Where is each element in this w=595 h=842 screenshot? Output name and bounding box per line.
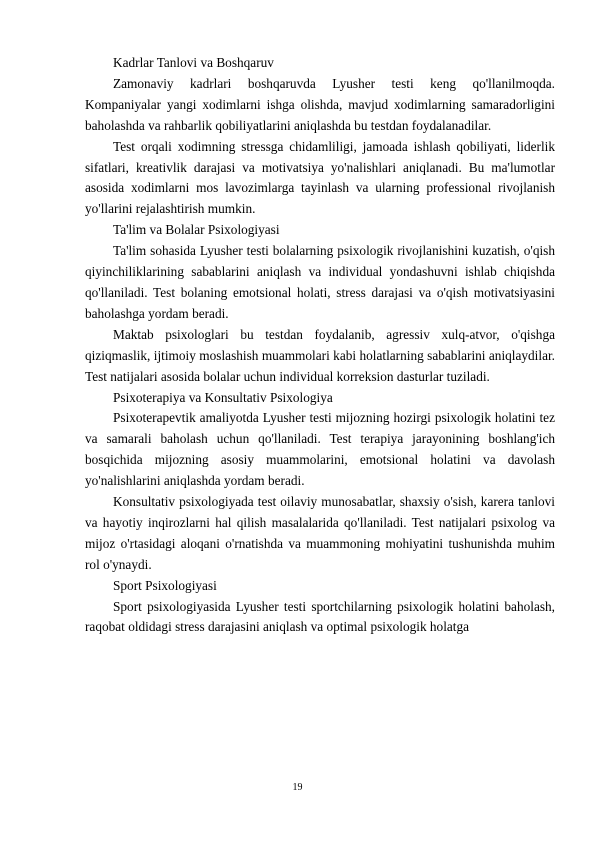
section-heading-sport: Sport Psixologiyasi bbox=[113, 577, 217, 593]
paragraph-psychotherapy-1: Psixoterapevtik amaliyotda Lyusher testi mijozning hozirgi psixologik holatini tez va samarali baholash uchun qo'llaniladi. Test terapiya jarayonining boshlang'ich bosqichida mijozning asosiy muammolarini, emotsional holatini va davolash yo'nalishlarini aniqlashda yordam beradi. bbox=[85, 410, 555, 489]
section-heading-psychotherapy: Psixoterapiya va Konsultativ Psixologiya bbox=[113, 389, 333, 405]
paragraph-education-1: Ta'lim sohasida Lyusher testi bolalarning psixologik rivojlanishini kuzatish, o'qish qiyinchiliklarining sabablarini aniqlash va individual yondashuvni ishlab chiqishda qo'llaniladi. Test bolaning emotsional holati, stress darajasi va o'qish motivatsiyasini baholashga yordam beradi. bbox=[85, 243, 555, 321]
section-heading-education: Ta'lim va Bolalar Psixologiyasi bbox=[113, 222, 280, 238]
paragraph-education-2: Maktab psixologlari bu testdan foydalanib, agressiv xulq-atvor, o'qishga qiziqmaslik, ijtimoiy moslashish muammolari kabi holatlarning sabablarini aniqlaydilar. Test natijalari asosida bolalar uchun individual korreksion dasturlar tuziladi. bbox=[85, 326, 555, 384]
paragraph-hr-2: Test orqali xodimning stressga chidamliligi, jamoada ishlash qobiliyati, liderlik sifatlari, kreativlik darajasi va motivatsiya yo'nalishlari aniqlanadi. Bu ma'lumotlar asosida xodimlarni mos lavozimlarga tayinlash va ularning professional rivojlanish yo'llarini rejalashtirish mumkin. bbox=[85, 138, 555, 217]
paragraph-hr-1: Zamonaviy kadrlari boshqaruvda Lyusher testi keng qo'llanilmoqda. Kompaniyalar yangi xodimlarni ishga olishda, mavjud xodimlarning samaradorligini baholashda va rahbarlik qobiliyatlarini aniqlashda bu testdan foydalanadilar. bbox=[85, 75, 555, 133]
page-number: 19 bbox=[292, 782, 303, 793]
section-heading-hr: Kadrlar Tanlovi va Boshqaruv bbox=[113, 55, 274, 70]
paragraph-sport-1: Sport psixologiyasida Lyusher testi sportchilarning psixologik holatini baholash, raqobat oldidagi stress darajasini aniqlash va optimal psixologik holatga bbox=[85, 598, 555, 635]
page-body bbox=[85, 53, 555, 638]
paragraph-psychotherapy-2: Konsultativ psixologiyada test oilaviy munosabatlar, shaxsiy o'sish, karera tanlovi va hayotiy inqirozlarni hal qilish masalalarida qo'llaniladi. Test natijalari psixolog va mijoz o'rtasidagi aloqani o'rnatishda va muammoning mohiyatini tushunishda muhim rol o'ynaydi. bbox=[85, 494, 555, 572]
